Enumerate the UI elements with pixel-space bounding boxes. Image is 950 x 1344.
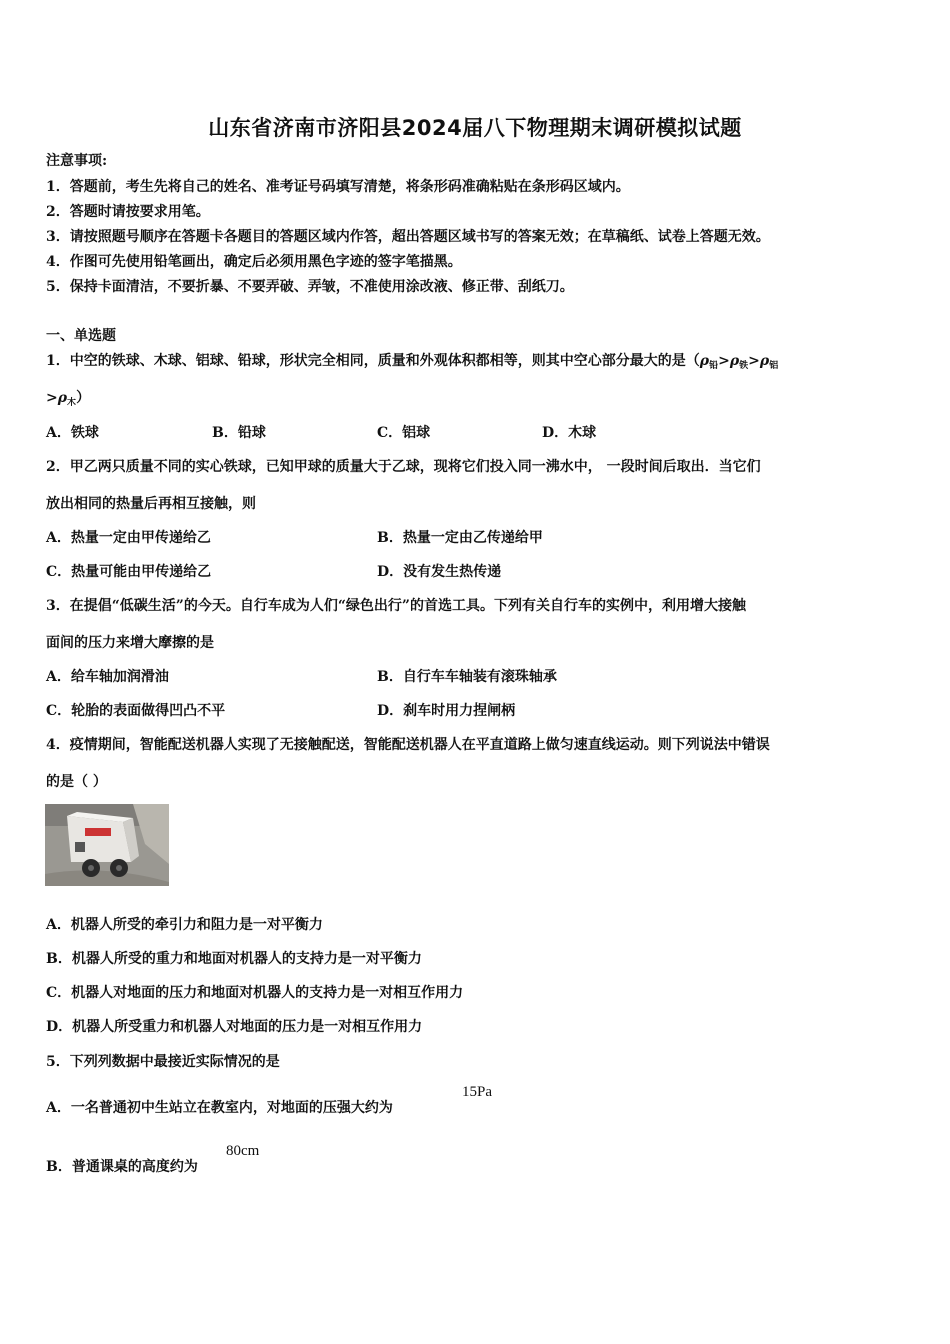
notice-item-4: 4．作图可先使用铅笔画出，确定后必须用黑色字迹的签字笔描黑。 — [46, 254, 462, 270]
question-1-stem-cont: $>\rho_木$） — [46, 390, 91, 408]
delivery-robot-image — [45, 804, 169, 886]
question-4-option-b: B．机器人所受的重力和地面对机器人的支持力是一对平衡力 — [46, 951, 422, 967]
question-4-option-a: A．机器人所受的牵引力和阻力是一对平衡力 — [46, 917, 323, 933]
question-4-stem-2: 的是（ ） — [46, 774, 107, 790]
notice-item-3: 3．请按照题号顺序在答题卡各题目的答题区域内作答，超出答题区域书写的答案无效；在草稿纸、试卷上答题无效。 — [46, 229, 770, 245]
question-2-stem-1: 2．甲乙两只质量不同的实心铁球，已知甲球的质量大于乙球，现将它们投入同一沸水中， 一段时间后取出．当它们 — [46, 459, 761, 475]
question-3-option-a: A．给车轴加润滑油 — [46, 669, 169, 685]
question-5-option-b-value: 80cm — [226, 1143, 260, 1159]
notice-item-5: 5．保持卡面清洁，不要折暴、不要弄破、弄皱，不准使用涂改液、修正带、刮纸刀。 — [46, 279, 574, 295]
question-2-option-d: D．没有发生热传递 — [377, 564, 502, 580]
section-heading: 一、单选题 — [46, 328, 116, 344]
question-2-option-c: C．热量可能由甲传递给乙 — [46, 564, 212, 580]
question-2-option-b: B．热量一定由乙传递给甲 — [377, 530, 543, 546]
question-5-stem: 5．下列列数据中最接近实际情况的是 — [46, 1054, 280, 1070]
question-3-stem-1: 3．在提倡“低碳生活”的今天。自行车成为人们“绿色出行”的首选工具。下列有关自行车的实例中，利用增大接触 — [46, 598, 746, 614]
question-5-option-a-value: 15Pa — [462, 1084, 492, 1100]
question-4-option-c: C．机器人对地面的压力和地面对机器人的支持力是一对相互作用力 — [46, 985, 464, 1001]
notice-item-2: 2．答题时请按要求用笔。 — [46, 204, 210, 220]
question-5-option-b: B．普通课桌的高度约为 — [46, 1159, 198, 1175]
question-1-option-b: B．铅球 — [212, 425, 266, 441]
question-3-option-b: B．自行车车轴装有滚珠轴承 — [377, 669, 557, 685]
question-1-option-c: C．铝球 — [377, 425, 431, 441]
notice-heading: 注意事项: — [46, 153, 108, 169]
question-4-option-d: D．机器人所受重力和机器人对地面的压力是一对相互作用力 — [46, 1019, 423, 1035]
question-5-option-a: A．一名普通初中生站立在教室内，对地面的压强大约为 — [46, 1100, 393, 1116]
question-1-text: 1．中空的铁球、木球、铝球、铅球，形状完全相同，质量和外观体积都相等，则其中空心部分最大的是（ — [46, 353, 700, 369]
notice-item-1: 1．答题前，考生先将自己的姓名、准考证号码填写清楚，将条形码准确粘贴在条形码区域内。 — [46, 179, 630, 195]
question-4-stem-1: 4．疫情期间，智能配送机器人实现了无接触配送，智能配送机器人在平直道路上做匀速直线运动。则下列说法中错误 — [46, 737, 770, 753]
question-1-option-d: D．木球 — [542, 425, 597, 441]
question-1-option-a: A．铁球 — [46, 425, 99, 441]
delivery-robot-photo — [45, 804, 169, 886]
question-3-option-d: D．刹车时用力捏闸柄 — [377, 703, 516, 719]
question-3-option-c: C．轮胎的表面做得凹凸不平 — [46, 703, 226, 719]
question-3-stem-2: 面间的压力来增大摩擦的是 — [46, 635, 214, 651]
page-title: 山东省济南市济阳县2024届八下物理期末调研模拟试题 — [208, 116, 742, 140]
question-2-option-a: A．热量一定由甲传递给乙 — [46, 530, 211, 546]
question-2-stem-2: 放出相同的热量后再相互接触，则 — [46, 496, 256, 512]
question-1-stem: 1．中空的铁球、木球、铝球、铅球，形状完全相同，质量和外观体积都相等，则其中空心部分最大的是（$\rho_铅>\rho_铁>\rho_铝$ — [46, 353, 779, 371]
